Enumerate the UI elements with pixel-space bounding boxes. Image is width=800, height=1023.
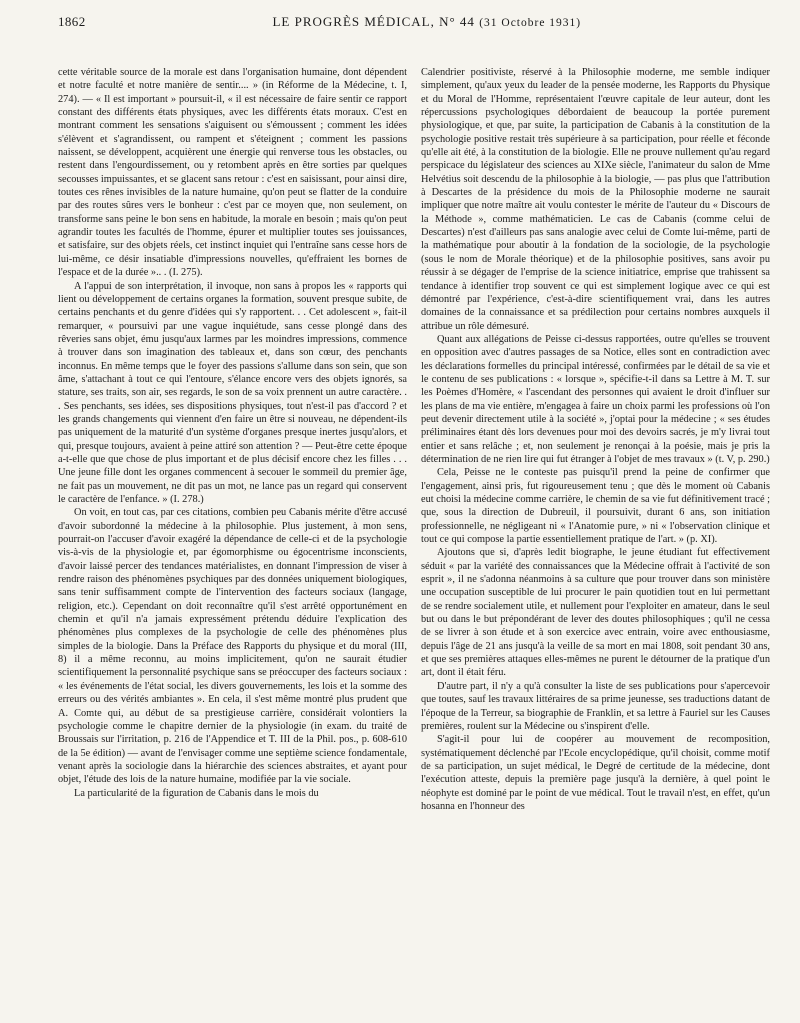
paragraph: Cela, Peisse ne le conteste pas puisqu'il prend la peine de confirmer que l'engagement, ainsi pris, fut rigoureusement tenu ; que dès le moment où Cabanis eut choisi la médecine comme carrière, le chemin de sa vie fut définitivement tracé ; que, sous la direction de Dubreuil, il poursuivit, durant 6 ans, son initiation professionnelle, ne négligeant ni « l'Anatomie pure, » ni « l'observation clinique et tout ce qui compose la partie essentiellement pratique de l'art. » (p. XI). [421, 467, 770, 546]
paragraph: Calendrier positiviste, réservé à la Philosophie moderne, me semble indiquer simplement, qu'aux yeux du leader de la pensée moderne, les Rapports du Physique et du Moral de l'Homme, représentaient l'œuvre capitale de leur auteur, dont les répercussions psychologiques débordaient de beaucoup la portée purement physiologique, et que, par suite, la participation de Cabanis à la constitution de la psychologie positive restait très supérieure à sa participation, pour réelle et féconde qu'elle ait été, à la constitution de la biologie. Elle ne prouve nullement qu'au regard perspicace du législateur des sciences au XIXe siècle, l'animateur du salon de Mme Helvétius soit descendu de la philosophie à la biologie, — pas plus que l'attribution à Descartes de la présidence du mois de la Philosophie moderne ne saurait impliquer que notre maître ait voulu contester le mérite de l'auteur du « Discours de la Méthode », comme mathématicien. Le cas de Cabanis (comme celui de Descartes) n'est d'ailleurs pas sans analogie avec celui de Comte lui-même, parti de la mathématique pour aboutir à la fondation de la sociologie, de la psychologie (sous le nom de Morale théorique) et de la philosophie positives, sans avoir pu réussir à se dégager de l'emprise de la science initiatrice, emprise que trahissent sa tendance à identifier trop souvent ce qui est simplement logique avec ce qui est démontré par l'expérience, c'est-à-dire scientifiquement vrai, dans les autres domaines de la connaissance et sa prédilection pour certains nombres auxquels il attribue un rôle démesuré. [421, 67, 770, 332]
running-header [58, 8, 768, 36]
paragraph: A l'appui de son interprétation, il invoque, non sans à propos les « rapports qui lient ou développement de certains organes la formation, souvent presque subite, de certains penchants et du genre d'idées qui s'y rapportent. . . Cet adolescent », fait-il remarquer, « poursuivi par une vague inquiétude, sans cesse plongé dans des rêveries sans objet, ému jusqu'aux larmes par les moindres impressions, commence à trouver dans son imagination des tableaux et, dans son cœur, des penchants inconnus. En même temps que le foyer des passions s'allume dans son sein, que son âme, s'attachant à tout ce qui l'entoure, s'élance encore vers des objets ignorés, sa stature, ses traits, son air, ses regards, le son de sa voix prennent un autre caractère. . . Ses penchants, ses idées, ses dispositions physiques, tout n'est-il pas d'accord ? et les grands changements qui viennent d'en faire un être si nouveau, ne dépendent-ils pas uniquement de la maturité d'un système d'organes presque inertes jusqu'alors, et qui, presque toujours, avaient à peine attiré son attention ? — Peut-être cette époque a-t-elle que que chose de plus important et de plus décisif encore chez les filles . . . Une jeune fille dont les organes commencent à secouer le sommeil du premier âge, ne fait pas un mouvement, ne dit pas un mot, ne lance pas un regard qui conservent le caractère de l'enfance. » (I. 278.) [58, 280, 407, 505]
paragraph: La particularité de la figuration de Cabanis dans le mois du [74, 787, 319, 799]
right-column [421, 66, 770, 1017]
running-head [86, 14, 768, 30]
paragraph: Ajoutons que si, d'après ledit biographe, le jeune étudiant fut effectivement séduit « par la variété des connaissances que la Médecine offrait à l'activité de son esprit », il ne s'adonna néanmoins à sa culture que pour trouver dans son ministère une occupation susceptible de lui procurer le pain quotidien tout en lui permettant de se rendre socialement utile, et nullement pour l'exploiter en amateur, dans le seul but ou dans le but prépondérant de lever des doutes philosophiques ; qu'il ne cessa de se livrer à son étude et à son exercice avec entrain, voire avec enthousiasme, depuis l'âge de 21 ans jusqu'à la veille de sa mort en mai 1808, soit pendant 30 ans, et que ses premières attaques elles-mêmes ne purent le détourner de la pratique d'un art, dont il était féru. [421, 547, 770, 679]
page-number: 1862 [58, 14, 86, 29]
issue-date: (31 Octobre 1931) [479, 17, 582, 29]
journal-title: LE PROGRÈS MÉDICAL, N° 44 [272, 14, 475, 29]
paragraph: D'autre part, il n'y a qu'à consulter la liste de ses publications pour s'apercevoir que toutes, sauf les travaux littéraires de sa prime jeunesse, ses traductions datant de l'époque de la Terreur, sa biographie de Franklin, et sa lettre à Fauriel sur les Causes premières, roulent sur la Médecine ou s'inspirent d'elle. [421, 680, 770, 732]
article-body [58, 66, 770, 1017]
paragraph: On voit, en tout cas, par ces citations, combien peu Cabanis mérite d'être accusé d'avoir subordonné la médecine à la philosophie. Plus justement, à mon sens, pourrait-on l'accuser d'avoir exagéré la dépendance de celle-ci et de la psychologie vis-à-vis de la physiologie et, par égomorphisme ou égocentrisme inconscients, d'avoir laissé percer des tendances matérialistes, en donnant l'impression de viser à rendre raison des phénomènes psychiques par des données uniquement biologiques, sans tenir suffisamment compte de l'intervention des facteurs sociaux (langage, religion, etc.). Cependant on doit reconnaître qu'il s'est arrêté opportunément en chemin et qu'il n'a jamais expressément prétendu déduire l'explication des phénomènes plus complexes de la psychologie de celle des phénomènes plus simples de la biologie. Dans la Préface des Rapports du physique et du moral (III, 8) il a même reconnu, au moins implicitement, qu'on ne saurait étudier scientifiquement la personnalité psychique sans se préoccuper des facteurs sociaux : « les événements de l'état social, les divers gouvernements, les lois et la somme des erreurs ou des vérités ambiantes ». En cela, il s'est même montré plus prudent que A. Comte qui, au début de sa prestigieuse carrière, considérait volontiers la psychologie comme le chapitre dernier de la physiologie (in exam. du traité de Broussais sur l'irritation, p. 216 de l'Appendice et T. III de la Phil. pos., p. 608-610 de la 5e édition) — avant de l'envisager comme une septième science fondamentale, venant après la sociologie dans la hiérarchie des sciences abstraites, et ayant pour objet, l'étude des lois de la nature humaine, modifiée par la vie sociale. [58, 507, 407, 786]
paragraph: cette véritable source de la morale est dans l'organisation humaine, dont dépendent et notre faculté et notre manière de sentir.... » (in Réforme de la Médecine, t. I, 274). — « Il est important » poursuit-il, « il est nécessaire de faire sentir ce rapport constant des différents états physiques, avec les différents états moraux. C'est en montrant comment les sensations s'aiguisent ou s'émoussent ; comment les idées s'élèvent et s'agrandissent, ou rampent et s'éteignent ; comment les passions naissent, se développent, acquièrent une énergie qui renverse tous les obstacles, ou restent dans l'engourdissement, ou y retombent après en être sorties par quelques secousses impuissantes, et se glacent sans retour : c'est en saisissant, pour ainsi dire, toutes ces rênes invisibles de la nature humaine, qu'on peut se flatter de la conduire par des routes sûres vers le bonheur : c'est par ce moyen que, non seulement, on transforme sans peine le bon sens en habitude, la morale en besoin ; mais qu'on peut agrandir toutes les facultés de l'homme, épurer et multiplier toutes ses jouissances, et satisfaire, sur des objets réels, cet instinct inquiet qui l'entraîne sans cesse hors de lui-même, ce désir insatiable d'impressions nouvelles, qu'effraient les bornes de l'espace et de la durée ».. . (I. 275). [58, 67, 407, 279]
paragraph: Quant aux allégations de Peisse ci-dessus rapportées, outre qu'elles se trouvent en opposition avec d'autres passages de sa Notice, elles sont en contradiction avec les déclarations formelles du principal intéressé, confirmées par le détail de sa vie et le contenu de ses publications : « lorsque », spécifie-t-il dans sa Lettre à M. T. sur les Poèmes d'Homère, « l'ascendant des personnes qui avaient le droit d'influer sur les plans de ma vie entière, m'engagea à faire un choix parmi les professions où l'on peut devenir directement utile à la société », j'optai pour la médecine ; « ses études préliminaires étant dès lors devenues pour moi des devoirs sacrés, je m'y livrai tout entier et sans relâche ; et, non seulement je renonçai à la poésie, mais je pris la détermination de ne rien lire qui fut étranger à l'objet de mes travaux » (t. V, p. 290.) [421, 333, 770, 465]
paragraph: S'agit-il pour lui de coopérer au mouvement de recomposition, systématiquement déclenché par l'Ecole encyclopédique, qu'il choisit, comme motif de sa participation, un sujet médical, le Degré de certitude de la médecine, dont l'exécution atteste, depuis la première page jusqu'à la dernière, à quel point le néophyte est dominé par le point de vue médical. Tout le travail n'est, en effet, qu'un hosanna en l'honneur des [421, 734, 770, 812]
left-column [58, 66, 407, 1017]
